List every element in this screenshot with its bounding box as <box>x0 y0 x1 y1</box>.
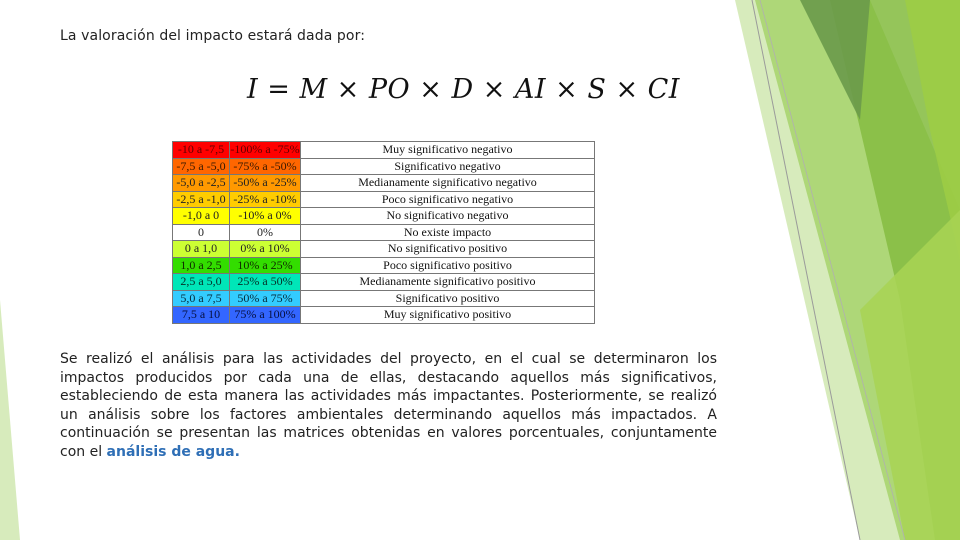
table-row <box>173 257 595 274</box>
body-paragraph <box>60 350 717 461</box>
percent-cell: 25% a 50% <box>230 274 301 291</box>
percent-cell: -100% a -75% <box>230 142 300 157</box>
range-cell: 2,5 a 5,0 <box>173 274 230 291</box>
table-row <box>173 290 595 307</box>
table-row <box>173 274 595 291</box>
table-row <box>173 175 595 192</box>
agua-analysis-link[interactable]: análisis de agua. <box>106 443 240 460</box>
range-cell: -2,5 a -1,0 <box>173 191 230 208</box>
description-cell: Significativo positivo <box>301 290 595 307</box>
table-row <box>173 241 595 258</box>
percent-cell: 75% a 100% <box>230 307 301 324</box>
range-cell: 1,0 a 2,5 <box>173 257 230 274</box>
percent-cell: -10% a 0% <box>230 208 301 225</box>
range-cell: 0 <box>173 224 230 241</box>
impact-formula: I = M × PO × D × AI × S × CI <box>247 74 680 105</box>
percent-cell: 50% a 75% <box>230 290 301 307</box>
description-cell: No significativo positivo <box>301 241 595 258</box>
range-cell: 0 a 1,0 <box>173 241 230 258</box>
range-cell: -7,5 a -5,0 <box>173 158 230 175</box>
percent-cell: -75% a -50% <box>230 158 301 175</box>
description-cell: Medianamente significativo positivo <box>301 274 595 291</box>
description-cell: Muy significativo positivo <box>301 307 595 324</box>
percent-cell: 0% <box>230 224 301 241</box>
table-row <box>173 191 595 208</box>
range-cell: -5,0 a -2,5 <box>173 175 230 192</box>
table-row <box>173 142 595 159</box>
impact-scale-table <box>172 141 595 324</box>
description-cell: No significativo negativo <box>301 208 595 225</box>
percent-cell: -25% a -10% <box>230 191 301 208</box>
range-cell: 7,5 a 10 <box>173 307 230 324</box>
description-cell: Medianamente significativo negativo <box>301 175 595 192</box>
percent-cell: 0% a 10% <box>230 241 301 258</box>
description-cell: Muy significativo negativo <box>301 142 595 159</box>
table-row <box>173 158 595 175</box>
intro-text: La valoración del impacto estará dada por: <box>60 28 366 44</box>
description-cell: No existe impacto <box>301 224 595 241</box>
range-cell: -1,0 a 0 <box>173 208 230 225</box>
table-row <box>173 208 595 225</box>
range-cell: 5,0 a 7,5 <box>173 290 230 307</box>
description-cell: Poco significativo positivo <box>301 257 595 274</box>
percent-cell: 10% a 25% <box>230 257 301 274</box>
description-cell: Poco significativo negativo <box>301 191 595 208</box>
table-row <box>173 224 595 241</box>
range-cell: -10 a -7,5 <box>173 142 230 159</box>
impact-scale-body <box>173 142 595 324</box>
table-row <box>173 307 595 324</box>
description-cell: Significativo negativo <box>301 158 595 175</box>
percent-cell: -50% a -25% <box>230 175 301 192</box>
body-text: Se realizó el análisis para las actividades del proyecto, en el cual se determinaron los impactos producidos por cada una de ellas, destacando aquellos más significativos, estableciendo de esta manera las actividades más impactantes. Posteriormente, se realizó un análisis sobre los factores ambientales determinando aquellos más impactados. A continuación se presentan las matrices obtenidas en valores porcentuales, conjuntamente con el <box>60 351 717 460</box>
